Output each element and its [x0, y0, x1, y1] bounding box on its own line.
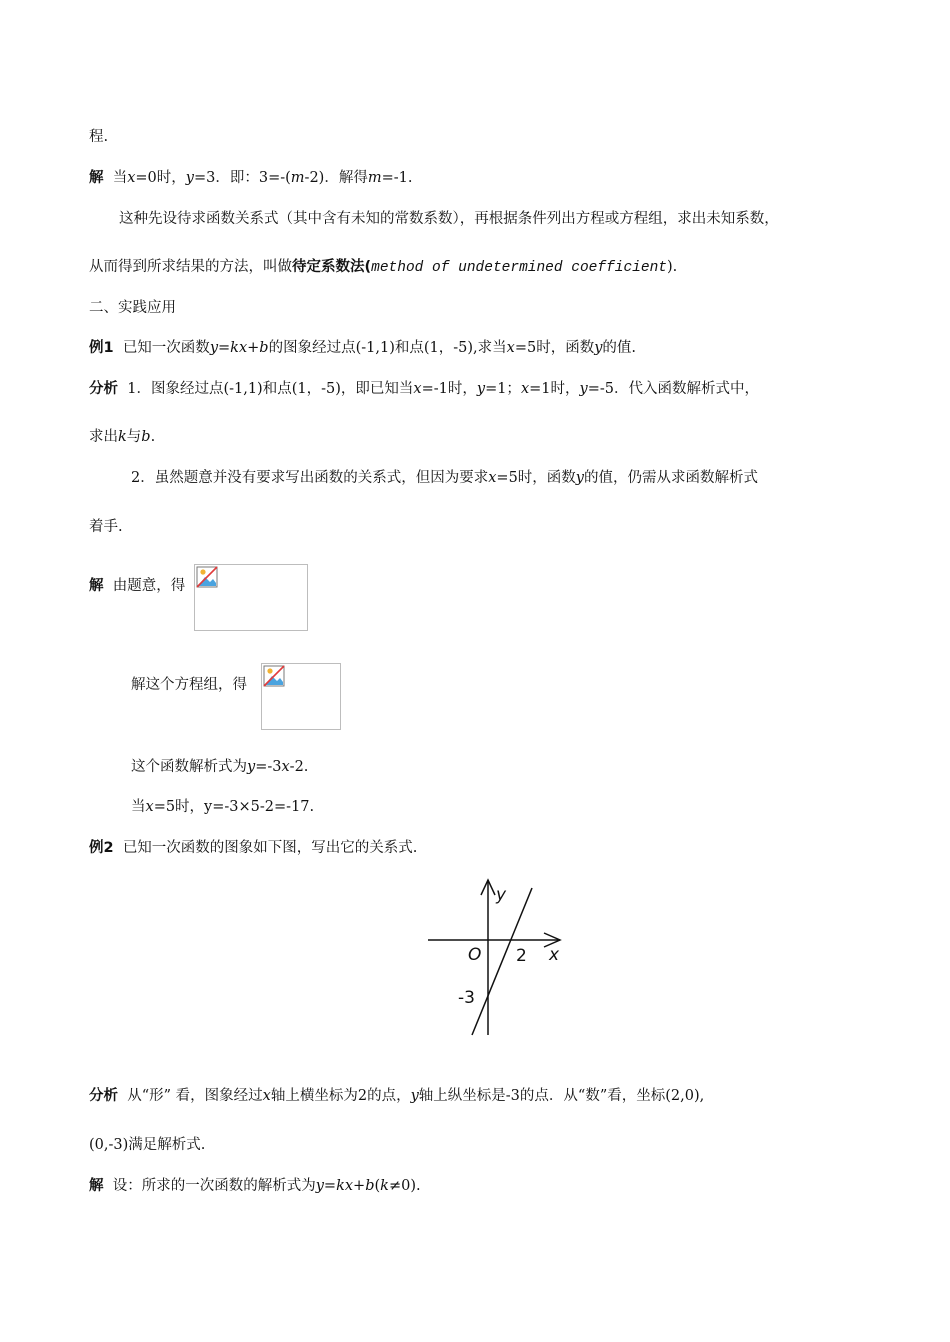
term-english: method of undetermined coefficient [371, 260, 667, 276]
analysis-2: 2．虽然题意并没有要求写出函数的关系式，但因为要求x=5时，函数y的值，仍需从求函数解析式 [131, 470, 758, 486]
broken-image-icon [263, 665, 285, 687]
x-intercept-label: 2 [516, 946, 527, 966]
y-intercept-label: -3 [458, 988, 475, 1008]
analysis-3-cont: (0,-3)满足解析式. [89, 1137, 206, 1153]
solution-line: 解 当x=0时，y=3．即：3=-(m-2)．解得m=-1. [89, 170, 413, 186]
equation-system-image [194, 564, 308, 631]
definition-paragraph-cont: 从而得到所求结果的方法，叫做待定系数法(method of undetermined coefficient). [89, 259, 678, 276]
solution-4: 当x=5时，y=-3×5-2=-17. [131, 799, 315, 815]
analysis-1: 分析 1．图象经过点(-1,1)和点(1，-5)，即已知当x=-1时，y=1；x=1时，y=-5．代入函数解析式中， [89, 381, 759, 397]
origin-label: O [468, 945, 482, 965]
section-heading: 二、实践应用 [89, 300, 176, 316]
paragraph-cont: 程. [89, 129, 109, 145]
y-axis-label: y [496, 885, 507, 905]
definition-paragraph: 这种先设待求函数关系式（其中含有未知的常数系数），再根据条件列出方程或方程组，求出未知系数， [119, 211, 779, 227]
solution-1: 解 由题意，得 [89, 578, 186, 594]
example-2: 例2 已知一次函数的图象如下图，写出它的关系式. [89, 840, 418, 856]
example-label: 例2 [89, 840, 114, 856]
analysis-label: 分析 [89, 1088, 118, 1104]
solution-3: 这个函数解析式为y=-3x-2. [131, 759, 309, 775]
solution-5: 解 设：所求的一次函数的解析式为y=kx+b(k≠0). [89, 1178, 421, 1194]
x-axis-label: x [549, 945, 560, 965]
linear-function-graph [420, 870, 580, 1045]
solution-label: 解 [89, 1178, 104, 1194]
solution-label: 解 [89, 578, 104, 594]
analysis-label: 分析 [89, 381, 118, 397]
analysis-2-cont: 着手. [89, 519, 123, 535]
example-1: 例1 已知一次函数y=kx+b的图象经过点(-1,1)和点(1，-5),求当x=5时，函数y的值. [89, 340, 637, 356]
solution-values-image [261, 663, 341, 730]
solution-label: 解 [89, 170, 104, 186]
analysis-1-cont: 求出k与b. [89, 429, 156, 445]
term-bold: 待定系数法( [292, 259, 372, 275]
analysis-3: 分析 从“形” 看，图象经过x轴上横坐标为2的点，y轴上纵坐标是-3的点．从“数”看，坐标(2,0), [89, 1088, 705, 1104]
example-label: 例1 [89, 340, 114, 356]
solution-2: 解这个方程组，得 [131, 677, 247, 693]
broken-image-icon [196, 566, 218, 588]
